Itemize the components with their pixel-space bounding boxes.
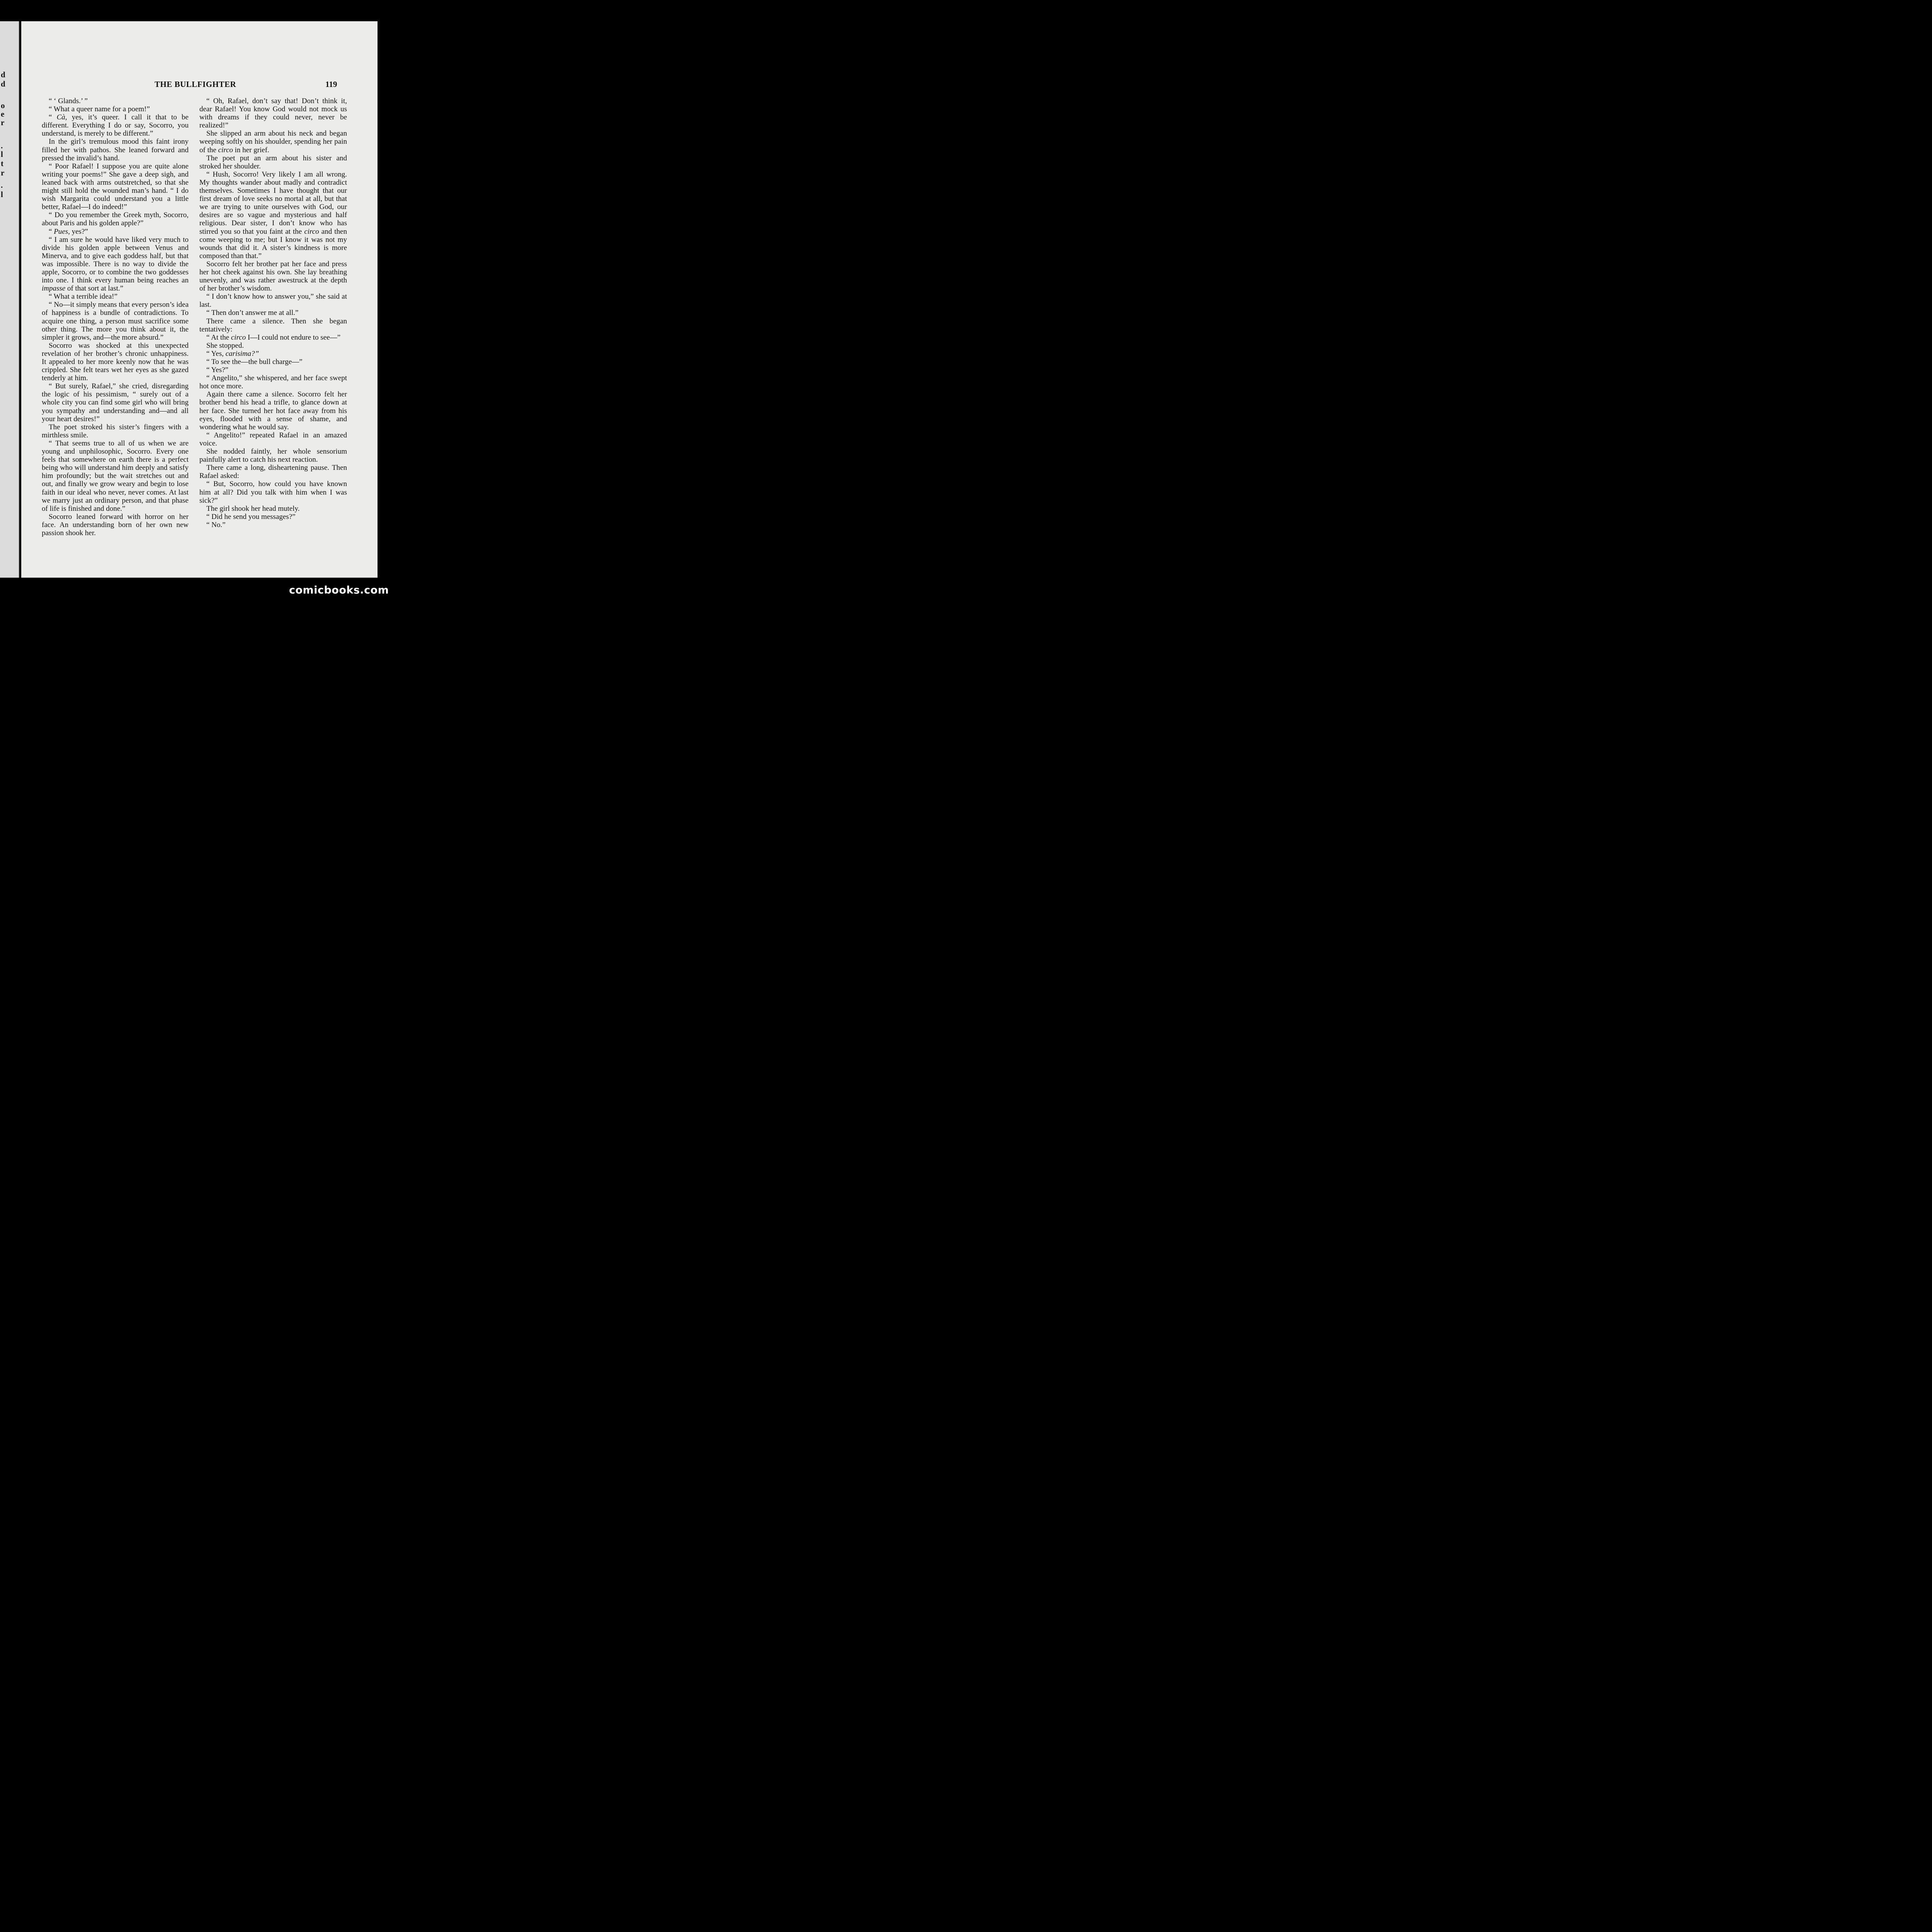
- italic-text: Cà,: [56, 113, 67, 122]
- text-run: “ What a queer name for a poem!”: [49, 105, 150, 114]
- facing-page-letter: d: [1, 79, 5, 88]
- facing-page-letter: .: [1, 180, 3, 190]
- text-run: The poet stroked his sister’s fingers with a mirthless smile.: [42, 423, 189, 439]
- paragraph: [42, 342, 189, 382]
- text-run: in her grief.: [233, 146, 269, 154]
- text-run: of that sort at last.”: [65, 284, 124, 293]
- paragraph: [199, 260, 347, 293]
- paragraph: [199, 447, 347, 464]
- paragraph: [199, 390, 347, 431]
- paragraph: [42, 439, 189, 513]
- paragraph: [199, 350, 347, 358]
- text-run: “ No.”: [206, 520, 226, 529]
- paragraph: [199, 170, 347, 260]
- facing-page-letter: e: [1, 109, 5, 119]
- paragraph: [199, 309, 347, 317]
- text-run: She slipped an arm about his neck and began weeping softly on his shoulder, spending her pain of the: [199, 129, 347, 154]
- paragraph: [42, 236, 189, 293]
- text-run: yes, it’s queer. I call it that to be different. Everything I do or say, Socorro, you understand, is merely to be different.”: [42, 113, 189, 138]
- paragraph: [199, 293, 347, 309]
- text-run: “ At the: [206, 333, 231, 342]
- text-run: Socorro leaned forward with horror on her face. An understanding born of her own new passion shook her.: [42, 512, 189, 537]
- site-watermark: comicbooks.com: [289, 584, 389, 596]
- text-run: Socorro felt her brother pat her face and press her hot cheek against his own. She lay breathing unevenly, and was rather awestruck at the depth of her brother’s wisdom.: [199, 260, 347, 293]
- paragraph: [199, 513, 347, 521]
- text-run: “ That seems true to all of us when we are young and unphilosophic, Socorro. Every one feels that somewhere on earth there is a perfect being who will understand him deeply and satisfy him profoundly; but the wait stretches out and out, and finally we grow weary and begin to lose faith in our ideal who never, never comes. At last we marry just an ordinary person, and that phase of life is finished and done.”: [42, 439, 189, 513]
- paragraph: [199, 464, 347, 480]
- facing-page-letter: d: [1, 70, 5, 79]
- paragraph: [199, 97, 347, 129]
- text-column-right: [199, 97, 347, 529]
- text-run: “ Yes,: [206, 349, 226, 358]
- facing-page-letter: t: [1, 159, 3, 168]
- paragraph: [42, 382, 189, 423]
- text-run: yes?”: [70, 227, 88, 236]
- page-number: 119: [325, 80, 337, 89]
- italic-text: circo: [231, 333, 246, 342]
- facing-page-letter: r: [1, 168, 5, 177]
- paragraph: [199, 358, 347, 366]
- italic-text: circo: [218, 146, 233, 154]
- text-run: and then come weeping to me; but I know it was not my wounds that did it. A sister’s kindness is more composed than that.”: [199, 227, 347, 260]
- paragraph: [199, 333, 347, 342]
- italic-text: carisima?”: [225, 349, 259, 358]
- paragraph: [199, 480, 347, 504]
- text-run: “ Poor Rafael! I suppose you are quite alone writing your poems!” She gave a deep sigh, and leaned back with arms outstretched, so that she might still hold the wounded man’s hand. “ I do wish Margarita could understand you a little better, Rafael—I do indeed!”: [42, 162, 189, 211]
- paragraph: [199, 129, 347, 154]
- paragraph: [42, 301, 189, 341]
- text-run: “ Angelito!” repeated Rafael in an amazed voice.: [199, 431, 347, 447]
- text-run: There came a long, disheartening pause. Then Rafael asked:: [199, 464, 347, 480]
- text-run: “ I don’t know how to answer you,” she said at last.: [199, 293, 347, 309]
- paragraph: [42, 138, 189, 162]
- paragraph: [42, 293, 189, 301]
- italic-text: circo: [304, 227, 319, 236]
- paragraph: [199, 521, 347, 529]
- text-run: “ To see the—the bull charge—”: [206, 358, 303, 366]
- paragraph: [199, 505, 347, 513]
- paragraph: [42, 105, 189, 113]
- facing-page-letter: l: [1, 190, 3, 199]
- running-head: [21, 80, 378, 90]
- text-run: There came a silence. Then she began tentatively:: [199, 317, 347, 333]
- text-column-left: [42, 97, 189, 537]
- paragraph: [199, 374, 347, 390]
- text-run: She nodded faintly, her whole sensorium painfully alert to catch his next reaction.: [199, 447, 347, 464]
- scan-frame: [0, 0, 391, 606]
- text-run: “ Yes?”: [206, 366, 228, 374]
- text-run: “ I am sure he would have liked very much to divide his golden apple between Venus and Minerva, and to give each goddess half, but that was impossible. There is no way to divide the apple, Socorro, or to combine the two goddesses into one. I think every human being reaches an: [42, 235, 189, 285]
- italic-text: Pues,: [54, 227, 70, 236]
- text-run: “ Angelito,” she whispered, and her face swept hot once more.: [199, 374, 347, 391]
- text-run: “ ‘ Glands.’ ”: [49, 97, 88, 105]
- text-run: “ What a terrible idea!”: [49, 293, 117, 301]
- text-run: “: [49, 113, 57, 122]
- text-run: “ Do you remember the Greek myth, Socorro, about Paris and his golden apple?”: [42, 211, 189, 228]
- text-run: The girl shook her head mutely.: [206, 504, 300, 513]
- text-run: She stopped.: [206, 341, 244, 350]
- paragraph: [199, 154, 347, 170]
- text-run: “ Oh, Rafael, don’t say that! Don’t think it, dear Rafael! You know God would not mock us with dreams if they could never, never be realized!”: [199, 97, 347, 130]
- facing-page-edge: [0, 21, 20, 578]
- paragraph: [199, 366, 347, 374]
- paragraph: [42, 228, 189, 236]
- book-page: [21, 21, 378, 578]
- text-run: In the girl’s tremulous mood this faint irony filled her with pathos. She leaned forward and pressed the invalid’s hand.: [42, 138, 189, 162]
- facing-page-letter: o: [1, 101, 5, 110]
- italic-text: impasse: [42, 284, 66, 293]
- text-run: “: [49, 227, 54, 236]
- text-run: “ But surely, Rafael,” she cried, disregarding the logic of his pessimism, “ surely out of a whole city you can find some girl who will bring you sympathy and understanding and—and all your heart desires!”: [42, 382, 189, 423]
- paragraph: [199, 317, 347, 333]
- text-run: “ Did he send you messages?”: [206, 512, 296, 521]
- text-run: “ But, Socorro, how could you have known him at all? Did you talk with him when I was sick?”: [199, 480, 347, 505]
- text-run: Socorro was shocked at this unexpected revelation of her brother’s chronic unhappiness. It appealed to her more keenly now that he was crippled. She felt tears wet her eyes as she gazed tenderly at him.: [42, 341, 189, 383]
- text-run: “ Hush, Socorro! Very likely I am all wrong. My thoughts wander about madly and contradict themselves. Sometimes I have thought that our first dream of love seeks no mortal at all, but that we are trying to unite ourselves with God, our desires are so vague and mysterious and half religious. Dear sister, I don’t know who has stirred you so that you faint at the: [199, 170, 347, 236]
- paragraph: [42, 162, 189, 211]
- text-run: I—I could not endure to see—”: [246, 333, 341, 342]
- text-run: Again there came a silence. Socorro felt her brother bend his head a trifle, to glance down at her face. She turned her hot face away from his eyes, flooded with a sense of shame, and wondering what he would say.: [199, 390, 347, 431]
- text-run: “ Then don’t answer me at all.”: [206, 309, 299, 317]
- text-run: “ No—it simply means that every person’s idea of happiness is a bundle of contradictions. To acquire one thing, a person must sacrifice some other thing. The more you think about it, the simpler it grows, and—the more absurd.”: [42, 301, 189, 342]
- paragraph: [42, 423, 189, 439]
- paragraph: [199, 342, 347, 350]
- paragraph: [42, 113, 189, 138]
- facing-page-letter: r: [1, 118, 5, 127]
- paragraph: [42, 97, 189, 105]
- page-header-title: THE BULLFIGHTER: [155, 80, 236, 89]
- facing-page-letter: .: [1, 141, 3, 150]
- paragraph: [199, 431, 347, 447]
- text-run: The poet put an arm about his sister and stroked her shoulder.: [199, 154, 347, 170]
- paragraph: [42, 211, 189, 227]
- facing-page-letter: l: [1, 150, 3, 159]
- paragraph: [42, 513, 189, 537]
